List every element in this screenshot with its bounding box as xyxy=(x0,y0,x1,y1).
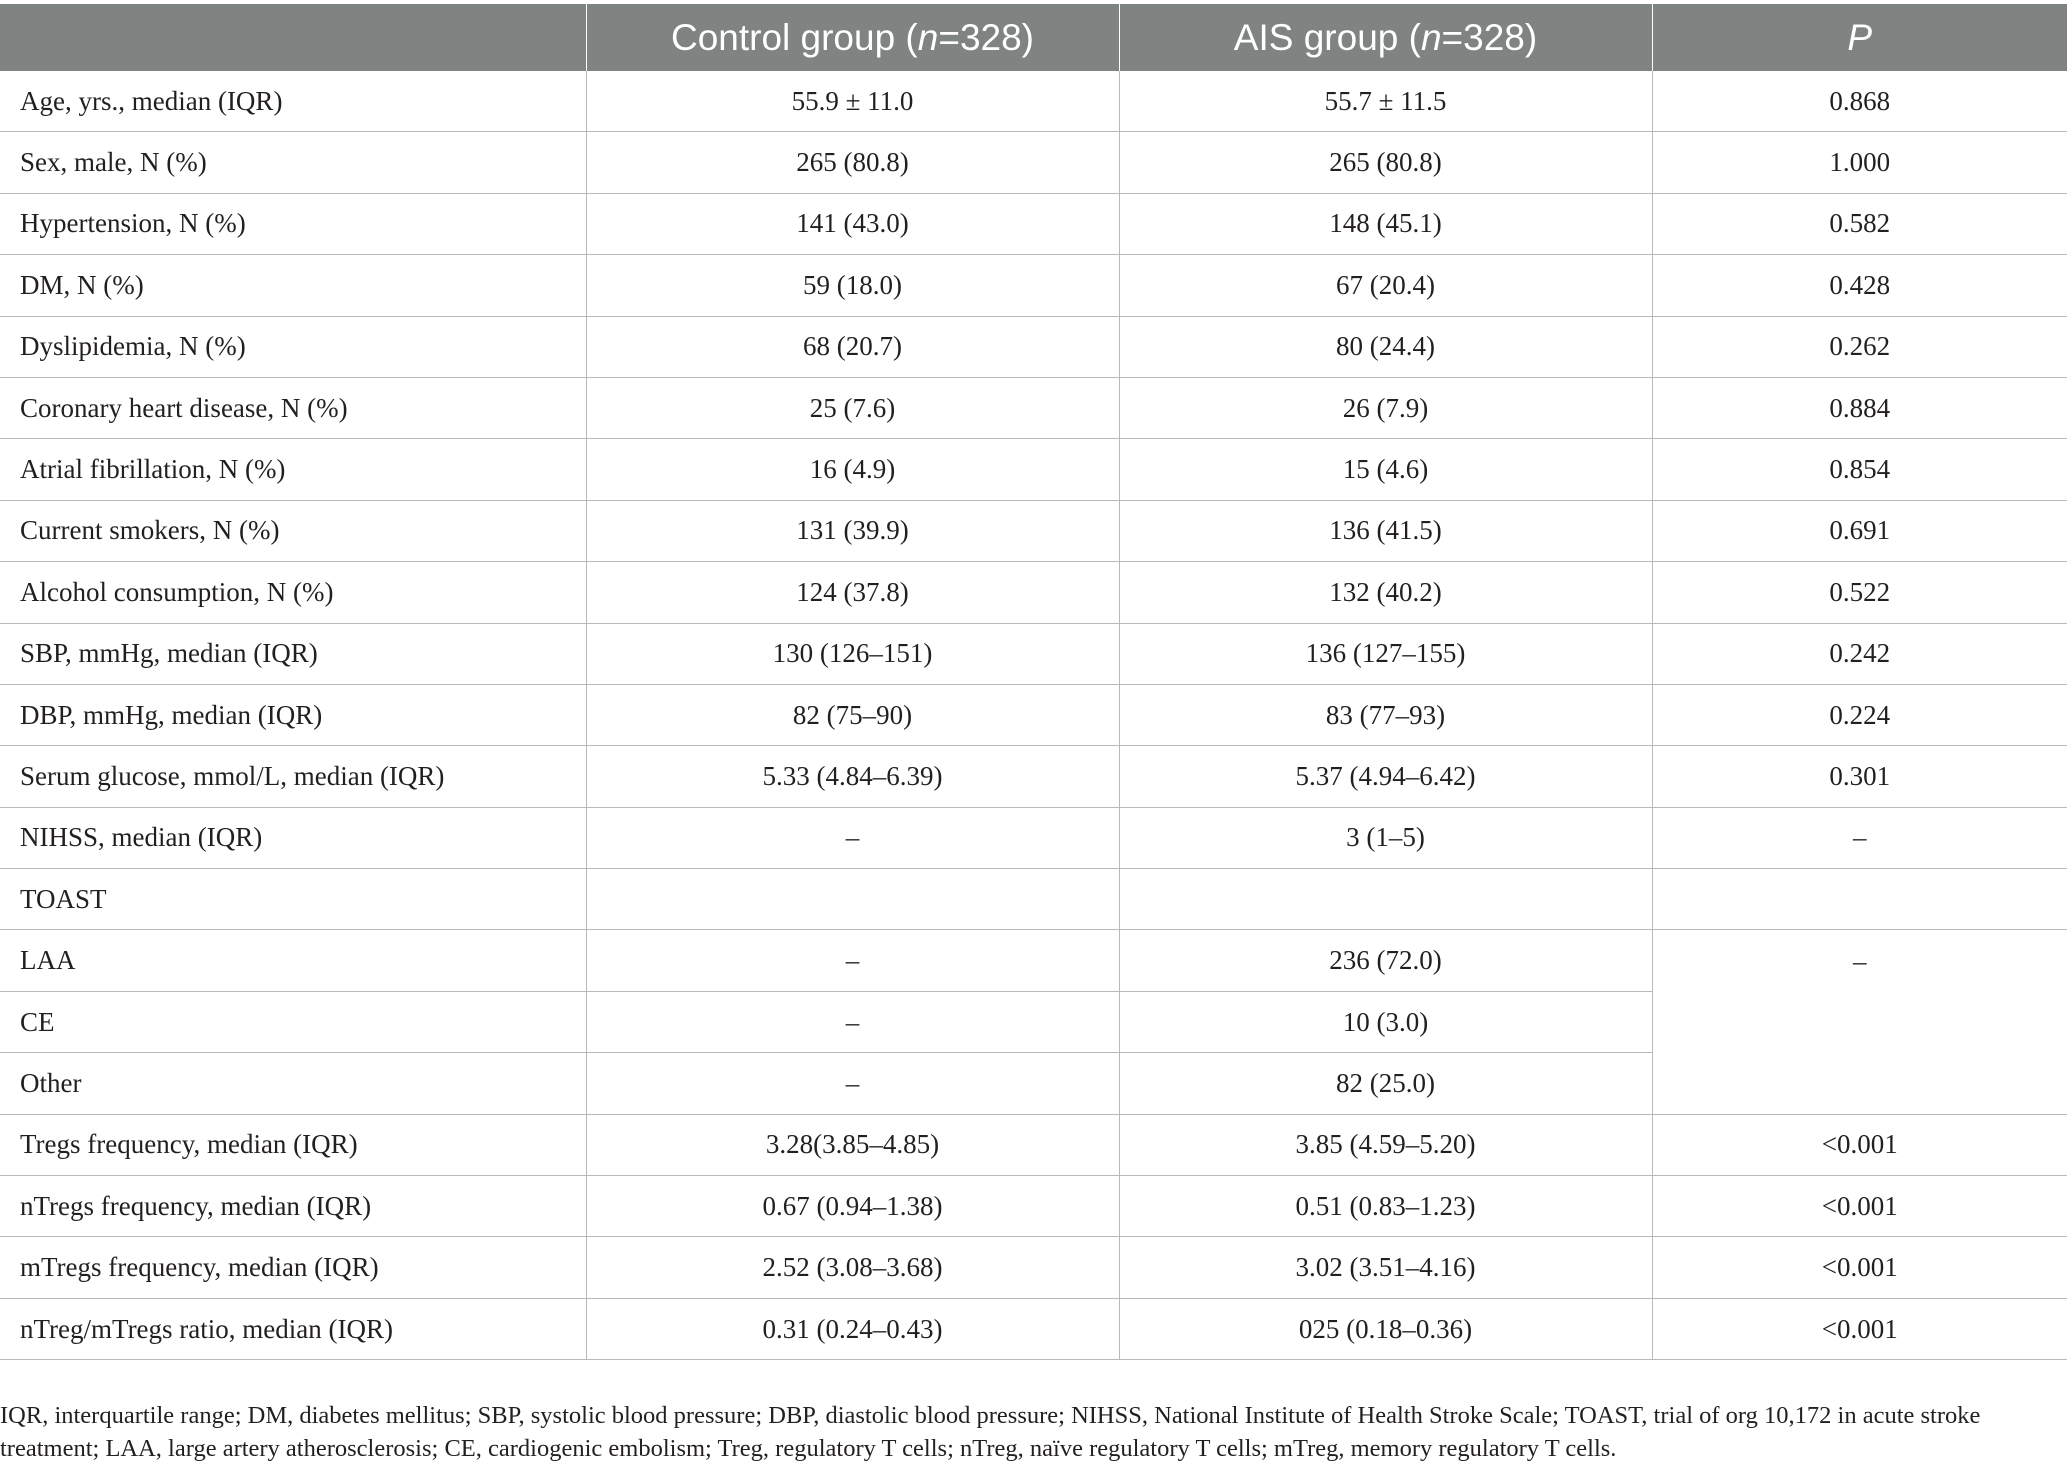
ais-value: 136 (127–155) xyxy=(1119,623,1652,684)
row-label: DBP, mmHg, median (IQR) xyxy=(0,684,586,745)
baseline-characteristics-table xyxy=(0,4,2067,1360)
table-row xyxy=(0,623,2067,684)
row-label: nTreg/mTregs ratio, median (IQR) xyxy=(0,1298,586,1359)
table-header-row xyxy=(0,4,2067,71)
ais-value: 3.02 (3.51–4.16) xyxy=(1119,1237,1652,1298)
table-row xyxy=(0,1176,2067,1237)
ais-value: 67 (20.4) xyxy=(1119,255,1652,316)
row-label: Current smokers, N (%) xyxy=(0,500,586,561)
header-ais-n: n xyxy=(1420,16,1442,58)
ais-value: 5.37 (4.94–6.42) xyxy=(1119,746,1652,807)
row-label: Age, yrs., median (IQR) xyxy=(0,71,586,132)
p-value: 0.262 xyxy=(1652,316,2067,377)
table-row xyxy=(0,1114,2067,1175)
p-value: 0.884 xyxy=(1652,377,2067,438)
control-value: 68 (20.7) xyxy=(586,316,1119,377)
ais-value: 83 (77–93) xyxy=(1119,684,1652,745)
row-label: nTregs frequency, median (IQR) xyxy=(0,1176,586,1237)
row-label: Tregs frequency, median (IQR) xyxy=(0,1114,586,1175)
table-row xyxy=(0,869,2067,930)
p-value: 0.582 xyxy=(1652,193,2067,254)
control-value xyxy=(586,869,1119,930)
table-row xyxy=(0,1298,2067,1359)
row-label: Other xyxy=(0,1053,586,1114)
row-label: CE xyxy=(0,991,586,1052)
ais-value: 3 (1–5) xyxy=(1119,807,1652,868)
table-row xyxy=(0,377,2067,438)
control-value: 141 (43.0) xyxy=(586,193,1119,254)
control-value: – xyxy=(586,991,1119,1052)
p-value xyxy=(1652,869,2067,930)
control-value: 82 (75–90) xyxy=(586,684,1119,745)
control-value: 5.33 (4.84–6.39) xyxy=(586,746,1119,807)
p-value: <0.001 xyxy=(1652,1298,2067,1359)
row-label: Alcohol consumption, N (%) xyxy=(0,562,586,623)
header-control-prefix: Control group ( xyxy=(670,16,918,58)
header-ais-suffix: =328) xyxy=(1441,16,1538,58)
p-value: <0.001 xyxy=(1652,1237,2067,1298)
p-value: 0.522 xyxy=(1652,562,2067,623)
row-label: Sex, male, N (%) xyxy=(0,132,586,193)
control-value: 124 (37.8) xyxy=(586,562,1119,623)
baseline-characteristics-table-container xyxy=(0,4,2067,1360)
p-value: <0.001 xyxy=(1652,1114,2067,1175)
ais-value: 025 (0.18–0.36) xyxy=(1119,1298,1652,1359)
control-value: 59 (18.0) xyxy=(586,255,1119,316)
control-value: 16 (4.9) xyxy=(586,439,1119,500)
table-row xyxy=(0,71,2067,132)
table-row xyxy=(0,193,2067,254)
control-value: 3.28(3.85–4.85) xyxy=(586,1114,1119,1175)
row-label: DM, N (%) xyxy=(0,255,586,316)
ais-value xyxy=(1119,869,1652,930)
table-row xyxy=(0,1237,2067,1298)
row-label: NIHSS, median (IQR) xyxy=(0,807,586,868)
row-label: Coronary heart disease, N (%) xyxy=(0,377,586,438)
control-value: – xyxy=(586,1053,1119,1114)
p-value: 0.224 xyxy=(1652,684,2067,745)
ais-value: 136 (41.5) xyxy=(1119,500,1652,561)
row-label: Serum glucose, mmol/L, median (IQR) xyxy=(0,746,586,807)
p-value: 0.868 xyxy=(1652,71,2067,132)
p-value: 0.854 xyxy=(1652,439,2067,500)
header-p-label: P xyxy=(1847,16,1873,58)
ais-value: 15 (4.6) xyxy=(1119,439,1652,500)
table-row xyxy=(0,746,2067,807)
p-value: 0.428 xyxy=(1652,255,2067,316)
header-control-n: n xyxy=(917,16,939,58)
table-row xyxy=(0,684,2067,745)
control-value: 130 (126–151) xyxy=(586,623,1119,684)
header-p-value xyxy=(1652,4,2067,71)
ais-value: 26 (7.9) xyxy=(1119,377,1652,438)
table-row xyxy=(0,132,2067,193)
table-row xyxy=(0,807,2067,868)
ais-value: 236 (72.0) xyxy=(1119,930,1652,991)
table-row xyxy=(0,316,2067,377)
ais-value: 132 (40.2) xyxy=(1119,562,1652,623)
control-value: 265 (80.8) xyxy=(586,132,1119,193)
table-row xyxy=(0,439,2067,500)
header-control-group xyxy=(586,4,1119,71)
table-row xyxy=(0,930,2067,991)
p-value: 0.242 xyxy=(1652,623,2067,684)
ais-value: 3.85 (4.59–5.20) xyxy=(1119,1114,1652,1175)
ais-value: 82 (25.0) xyxy=(1119,1053,1652,1114)
row-label: Hypertension, N (%) xyxy=(0,193,586,254)
header-variable xyxy=(0,4,586,71)
control-value: 2.52 (3.08–3.68) xyxy=(586,1237,1119,1298)
ais-value: 10 (3.0) xyxy=(1119,991,1652,1052)
p-value: – xyxy=(1652,930,2067,1114)
table-row xyxy=(0,562,2067,623)
table-row xyxy=(0,500,2067,561)
ais-value: 55.7 ± 11.5 xyxy=(1119,71,1652,132)
header-ais-prefix: AIS group ( xyxy=(1233,16,1421,58)
control-value: 55.9 ± 11.0 xyxy=(586,71,1119,132)
row-label: SBP, mmHg, median (IQR) xyxy=(0,623,586,684)
row-label: LAA xyxy=(0,930,586,991)
ais-value: 148 (45.1) xyxy=(1119,193,1652,254)
p-value: 1.000 xyxy=(1652,132,2067,193)
p-value: 0.691 xyxy=(1652,500,2067,561)
control-value: 0.67 (0.94–1.38) xyxy=(586,1176,1119,1237)
p-value: <0.001 xyxy=(1652,1176,2067,1237)
control-value: – xyxy=(586,930,1119,991)
control-value: – xyxy=(586,807,1119,868)
p-value: – xyxy=(1652,807,2067,868)
p-value: 0.301 xyxy=(1652,746,2067,807)
control-value: 131 (39.9) xyxy=(586,500,1119,561)
row-label: Atrial fibrillation, N (%) xyxy=(0,439,586,500)
row-label: mTregs frequency, median (IQR) xyxy=(0,1237,586,1298)
row-label: TOAST xyxy=(0,869,586,930)
header-ais-group xyxy=(1119,4,1652,71)
header-control-suffix: =328) xyxy=(938,16,1035,58)
ais-value: 0.51 (0.83–1.23) xyxy=(1119,1176,1652,1237)
row-label: Dyslipidemia, N (%) xyxy=(0,316,586,377)
control-value: 0.31 (0.24–0.43) xyxy=(586,1298,1119,1359)
ais-value: 265 (80.8) xyxy=(1119,132,1652,193)
control-value: 25 (7.6) xyxy=(586,377,1119,438)
table-footnote: IQR, interquartile range; DM, diabetes mellitus; SBP, systolic blood pressure; DBP, diastolic blood pressure; NIHSS, National Institute of Health Stroke Scale; TOAST, trial of org 10,172 in acute stroke treatment; LAA, large artery atherosclerosis; CE, cardiogenic embolism; Treg, regulatory T cells; nTreg, naïve regulatory T cells; mTreg, memory regulatory T cells. xyxy=(0,1401,1981,1462)
ais-value: 80 (24.4) xyxy=(1119,316,1652,377)
table-row xyxy=(0,255,2067,316)
